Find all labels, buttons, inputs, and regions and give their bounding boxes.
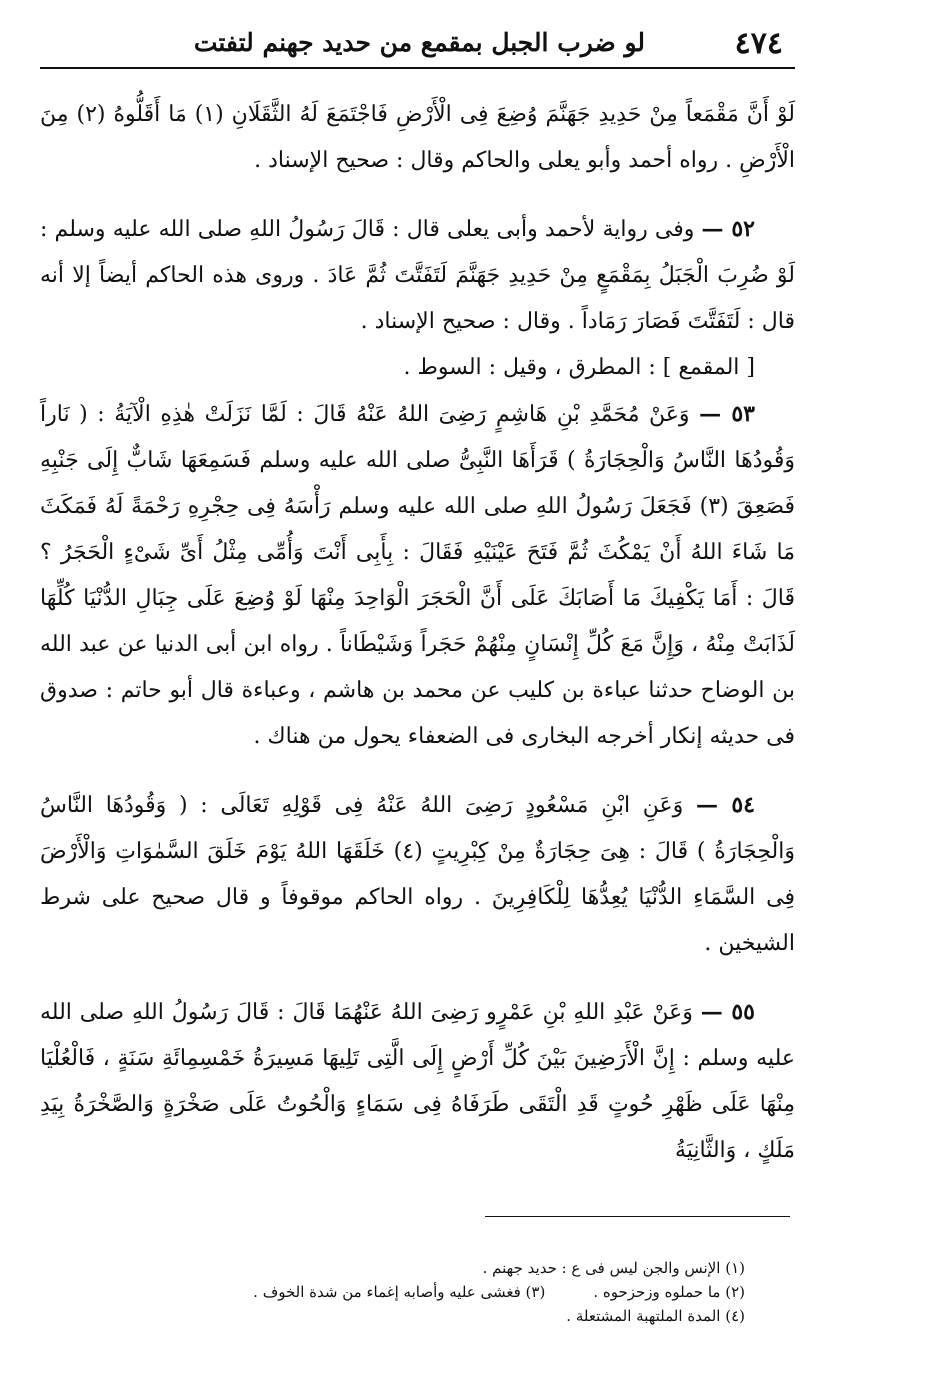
running-title: لو ضرب الجبل بمقمع من حديد جهنم لتفتت <box>193 28 645 57</box>
hadith-text: وَعَنِ ابْنِ مَسْعُودٍ رَضِىَ اللهُ عَنْهُ فِى قَوْلِهِ تَعَالَى : ( وَقُودُهَا النَّاسُ وَالْحِجَارَةُ ) قَالَ : هِىَ حِجَارَةٌ مِنْ كِبْرِيتٍ (٤) خَلَقَهَا اللهُ يَوْمَ خَلَقَ السَّمٰوَاتِ وَالْأَرْضَ فِى السَّمَاءِ الدُّنْيَا يُعِدُّهَا لِلْكَافِرِينَ . رواه الحاكم موقوفاً و قال صحيح على شرط الشيخين . <box>40 793 795 956</box>
hadith-number: ٥٥ — <box>700 999 755 1025</box>
header-rule <box>40 67 795 69</box>
footnote-3: (٣) فغشى عليه وأصابه إغماء من شدة الخوف . <box>253 1283 546 1301</box>
main-text <box>40 92 795 1174</box>
hadith-number: ٥٣ — <box>699 401 755 427</box>
hadith-53 <box>40 391 795 760</box>
glossary-note: [ المقمع ] : المطرق ، وقيل : السوط . <box>403 355 755 380</box>
hadith-text: وَعَنْ عَبْدِ اللهِ بْنِ عَمْرٍو رَضِىَ اللهُ عَنْهُمَا قَالَ : قَالَ رَسُولُ اللهِ صلى الله عليه وسلم : إِنَّ الْأَرَضِينَ بَيْنَ كُلِّ أَرْضٍ إِلَى الَّتِى تَلِيهَا مَسِيرَةُ خَمْسِمِائَةِ سَنَةٍ ، فَالْعُلْيَا مِنْهَا عَلَى ظَهْرِ حُوتٍ قَدِ الْتَقَى طَرَفَاهُ فِى سَمَاءٍ وَالْحُوتُ عَلَى صَخْرَةٍ وَالصَّخْرَةُ بِيَدِ مَلَكٍ ، وَالثَّانِيَةُ <box>40 1000 795 1163</box>
footnote-2: (٢) ما حملوه وزحزحوه . <box>593 1283 745 1301</box>
paragraph-continued: لَوْ أَنَّ مَقْمَعاً مِنْ حَدِيدِ جَهَنَّمَ وُضِعَ فِى الْأَرْضِ فَاجْتَمَعَ لَهُ الثَّقَلَانِ (١) مَا أَقَلُّوهُ (٢) مِنَ الْأَرْضِ . رواه أحمد وأبو يعلى والحاكم وقال : صحيح الإسناد . <box>40 102 796 173</box>
hadith-number: ٥٤ — <box>696 792 755 818</box>
footnote-4: (٤) المدة الملتهبة المشتعلة . <box>566 1307 745 1325</box>
footnote-rule <box>485 1216 790 1217</box>
page-header <box>40 20 795 68</box>
footnotes <box>40 1256 745 1328</box>
hadith-54 <box>40 782 795 967</box>
footnote-row <box>40 1280 745 1304</box>
page-number: ٤٧٤ <box>734 26 783 61</box>
hadith-52 <box>40 206 795 345</box>
hadith-text: وَعَنْ مُحَمَّدِ بْنِ هَاشِمٍ رَضِىَ اللهُ عَنْهُ قَالَ : لَمَّا نَزَلَتْ هٰذِهِ الْآيَةُ : ( نَاراً وَقُودُهَا النَّاسُ وَالْحِجَارَةُ ) قَرَأَهَا النَّبِىُّ صلى الله عليه وسلم فَسَمِعَهَا شَابٌّ إِلَى جَنْبِهِ فَصَعِقَ (٣) فَجَعَلَ رَسُولُ اللهِ صلى الله عليه وسلم رَأْسَهُ فِى حِجْرِهِ رَحْمَةً لَهُ فَمَكَثَ مَا شَاءَ اللهُ أَنْ يَمْكُثَ ثُمَّ فَتَحَ عَيْنَيْهِ فَقَالَ : بِأَبِى أَنْتَ وَأُمِّى مِثْلُ أَىِّ شَىْءٍ الْحَجَرُ ؟ قَالَ : أَمَا يَكْفِيكَ مَا أَصَابَكَ عَلَى أَنَّ الْحَجَرَ الْوَاحِدَ مِنْهَا لَوْ وُضِعَ عَلَى جِبَالِ الدُّنْيَا كُلِّهَا لَذَابَتْ مِنْهُ ، وَإِنَّ مَعَ كُلِّ إِنْسَانٍ مِنْهُمْ حَجَراً وَشَيْطَاناً . رواه ابن أبى الدنيا عن عبد الله بن الوضاح حدثنا عباءة بن كليب عن محمد بن هاشم ، وعباءة قال أبو حاتم : صدوق فى حديثه إنكار أخرجه البخارى فى الضعفاء يحول من هناك . <box>40 402 795 749</box>
hadith-55 <box>40 989 795 1174</box>
footnote-1: (١) الإنس والجن ليس فى ع : حديد جهنم . <box>482 1259 745 1277</box>
hadith-number: ٥٢ — <box>701 216 755 242</box>
hadith-text: وفى رواية لأحمد وأبى يعلى قال : قَالَ رَسُولُ اللهِ صلى الله عليه وسلم : لَوْ ضُرِبَ الْجَبَلُ بِمَقْمَعٍ مِنْ حَدِيدِ جَهَنَّمَ لَتَفَتَّتَ ثُمَّ عَادَ . وروى هذه الحاكم أيضاً إلا أنه قال : لَتَفَتَّتَ فَصَارَ رَمَاداً . وقال : صحيح الإسناد . <box>40 217 795 334</box>
